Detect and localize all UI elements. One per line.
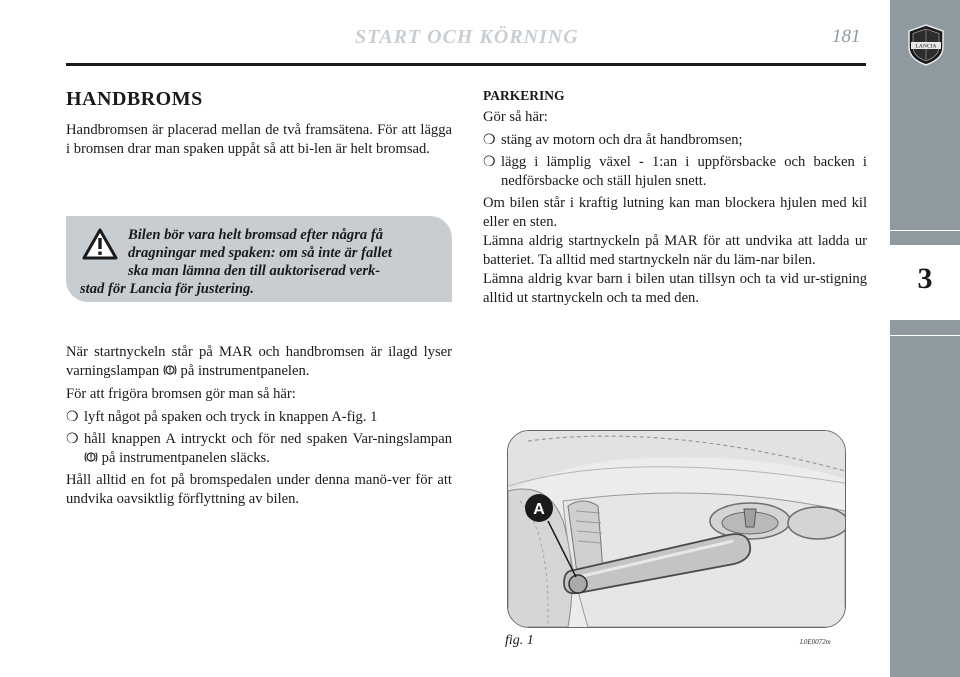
parkering-para2: Lämna aldrig startnyckeln på MAR för att undvika att ladda ur batteriet. Ta alltid med startnyckeln när du läm-nar bilen. [483,233,867,268]
chapter-sidebar [890,0,960,677]
warning-text [80,226,442,298]
parkering-para1: Om bilen står i kraftig lutning kan man blockera hjulen med kil eller en sten. [483,195,867,230]
bullet2-text-end: på instrumentpanelen släcks. [101,450,270,466]
warning-line: ska man lämna den till auktoriserad verk- [128,263,381,279]
figure-code: L0E0072m [800,638,831,646]
bullet-mark: ❍ [66,410,79,425]
chapter-number: 3 [917,262,933,295]
handbroms-intro: Handbromsen är placerad mellan de två framsätena. För att lägga i bromsen drar man spaken uppåt så att bi-len är helt bromsad. [66,122,452,157]
warning-line: stad för Lancia för justering. [80,281,254,297]
bullet-text: stäng av motorn och dra åt handbromsen; [501,132,743,148]
bullet-text: lägg i lämplig växel - 1:an i uppförsbacke och backen i nedförsbacke och ställ hjulen snett. [501,154,867,189]
handbroms-title: HANDBROMS [66,88,203,110]
parkering-title: PARKERING [483,88,565,103]
bullet-mark: ❍ [66,432,79,447]
parkering-section [483,88,867,308]
handbroms-instructions [66,343,452,513]
section-title: START OCH KÖRNING [355,26,579,48]
bullet-text [84,430,452,468]
logo-text: LANCIA [915,43,937,50]
sidebar-divider [890,335,960,336]
handbrake-illustration [508,431,845,627]
handbroms-para3: Håll alltid en fot på bromspedalen under denna manö-ver för att undvika oavsiktlig förflyttning av bilen. [66,472,452,507]
lancia-logo-icon [906,23,946,67]
page-number: 181 [832,26,861,47]
warning-line: Bilen bör vara helt bromsad efter några få [128,227,383,243]
brake-warning-lamp-icon [84,451,98,463]
list-item [66,408,452,427]
bullet2-text: håll knappen A intryckt och för ned spaken Var-ningslampan [84,431,452,447]
list-item [483,131,867,150]
para1-text: När startnyckeln står på MAR och handbromsen är ilagd lyser varningslampan [66,344,452,379]
bullet-mark: ❍ [483,133,496,148]
list-item [66,430,452,468]
brake-warning-lamp-icon [163,364,177,376]
parkering-intro: Gör så här: [483,109,548,125]
header-rule [66,63,866,66]
bullet-mark: ❍ [483,155,496,170]
handbrake-figure [507,430,846,628]
list-item [483,153,867,191]
sidebar-divider [890,230,960,231]
handbroms-section [66,88,452,163]
handbroms-para1 [66,343,452,381]
handbroms-para2: För att frigöra bromsen gör man så här: [66,386,296,402]
parkering-para3: Lämna aldrig kvar barn i bilen utan tillsyn och ta vid ur-stigning alltid ut startnyckeln och ta med den. [483,271,867,306]
callout-label-a: A [533,501,545,518]
warning-line: dragningar med spaken: om så inte är fallet [128,245,392,261]
figure-caption: fig. 1 [505,633,534,648]
para1-text-end: på instrumentpanelen. [180,363,310,379]
bullet-text: lyft något på spaken och tryck in knappen A-fig. 1 [84,409,378,425]
